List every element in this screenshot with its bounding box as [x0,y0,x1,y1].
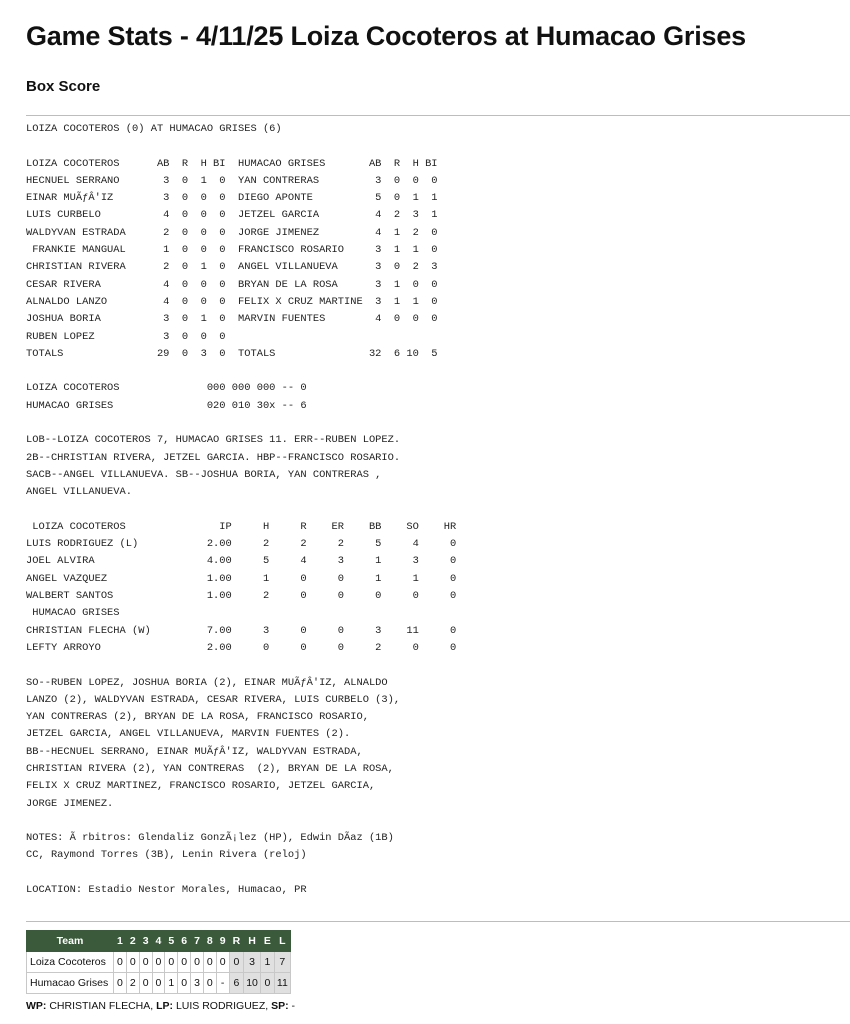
header-team: Team [27,931,114,952]
box-score-heading: Box Score [26,78,101,95]
runs-total: 0 [229,952,244,973]
header-inning-9: 9 [216,931,229,952]
hits-total: 3 [244,952,261,973]
inning-score: 0 [139,973,152,994]
inning-score: 0 [126,952,139,973]
linescore-row-home [27,973,291,994]
header-runs: R [229,931,244,952]
inning-score: 0 [203,952,216,973]
inning-score: 0 [139,952,152,973]
header-inning-1: 1 [114,931,127,952]
inning-score: 0 [178,952,191,973]
lob-total: 7 [274,952,290,973]
lob-total: 11 [274,973,290,994]
hits-total: 10 [244,973,261,994]
inning-score: 0 [114,973,127,994]
header-inning-2: 2 [126,931,139,952]
inning-score: 0 [203,973,216,994]
winning-pitcher: CHRISTIAN FLECHA [49,1000,151,1012]
runs-total: 6 [229,973,244,994]
divider-top [26,115,850,116]
header-inning-6: 6 [178,931,191,952]
header-inning-5: 5 [165,931,178,952]
inning-score: 0 [165,952,178,973]
inning-score: 3 [191,973,204,994]
page-title: Game Stats - 4/11/25 Loiza Cocoteros at Humacao Grises [26,21,746,51]
linescore-table [26,930,291,994]
team-name: Humacao Grises [27,973,114,994]
wp-label: WP: [26,1000,47,1012]
header-inning-3: 3 [139,931,152,952]
errors-total: 0 [260,973,274,994]
save-pitcher: - [291,1000,296,1012]
linescore-row-away [27,952,291,973]
header-errors: E [260,931,274,952]
header-inning-8: 8 [203,931,216,952]
header-inning-7: 7 [191,931,204,952]
errors-total: 1 [260,952,274,973]
header-inning-4: 4 [152,931,165,952]
sp-label: SP: [271,1000,289,1012]
header-lob: L [274,931,290,952]
inning-score: - [216,973,229,994]
inning-score: 0 [216,952,229,973]
divider-bottom [26,921,850,922]
team-name: Loiza Cocoteros [27,952,114,973]
lp-label: LP: [156,1000,174,1012]
inning-score: 0 [152,973,165,994]
inning-score: 0 [178,973,191,994]
inning-score: 0 [114,952,127,973]
inning-score: 2 [126,973,139,994]
inning-score: 0 [152,952,165,973]
losing-pitcher: LUIS RODRIGUEZ [175,1000,266,1012]
linescore-header-row [27,931,291,952]
inning-score: 0 [191,952,204,973]
pitcher-decisions: WP: CHRISTIAN FLECHA, LP: LUIS RODRIGUEZ, SP: - [26,1000,296,1012]
inning-score: 1 [165,973,178,994]
header-hits: H [244,931,261,952]
box-score-text: LOIZA COCOTEROS (0) AT HUMACAO GRISES (6) LOIZA COCOTEROS AB R H BI HUMACAO GRISES AB R H BI HECNUEL SERRANO 3 0 1 0 YAN CONTRERAS 3 0 0 0 EINAR MUÃƒÂ'IZ 3 0 0 0 DIEGO APONTE 5 0 1 1 LUIS CURBELO 4 0 0 0 JETZEL GARCIA 4 2 3 1 WALDYVAN ESTRADA 2 0 0 0 JORGE JIMENEZ 4 1 2 0 FRANKIE MANGUAL 1 0 0 0 FRANCISCO ROSARIO 3 1 1 0 CHRISTIAN RIVERA 2 0 1 0 ANGEL VILLANUEVA 3 0 2 3 CESAR RIVERA 4 0 0 0 BRYAN DE LA ROSA 3 1 0 0 ALNALDO LANZO 4 0 0 0 FELIX X CRUZ MARTINE 3 1 1 0 JOSHUA BORIA 3 0 1 0 MARVIN FUENTES 4 0 0 0 RUBEN LOPEZ 3 0 0 0 TOTALS 29 0 3 0 TOTALS 32 6 10 5 LOIZA COCOTEROS 000 000 000 -- 0 HUMACAO GRISES 020 010 30x -- 6 LOB--LOIZA COCOTEROS 7, HUMACAO GRISES 11. ERR--RUBEN LOPEZ. 2B--CHRISTIAN RIVERA, JETZEL GARCIA. HBP--FRANCISCO ROSARIO. SACB--ANGEL VILLANUEVA. SB--JOSHUA BORIA, YAN CONTRERAS , ANGEL VILLANUEVA. LOIZA COCOTEROS IP H R ER BB SO HR LUIS RODRIGUEZ (L) 2.00 2 2 2 5 4 0 JOEL ALVIRA 4.00 5 4 3 1 3 0 ANGEL VAZQUEZ 1.00 1 0 0 1 1 0 WALBERT SANTOS 1.00 2 0 0 0 0 0 HUMACAO GRISES CHRISTIAN FLECHA (W) 7.00 3 0 0 3 11 0 LEFTY ARROYO 2.00 0 0 0 2 0 0 SO--RUBEN LOPEZ, JOSHUA BORIA (2), EINAR MUÃƒÂ'IZ, ALNALDO LANZO (2), WALDYVAN ESTRADA, CESAR RIVERA, LUIS CURBELO (3), YAN CONTRERAS (2), BRYAN DE LA ROSA, FRANCISCO ROSARIO, JETZEL GARCIA, ANGEL VILLANUEVA, MARVIN FUENTES (2). BB--HECNUEL SERRANO, EINAR MUÃƒÂ'IZ, WALDYVAN ESTRADA, CHRISTIAN RIVERA (2), YAN CONTRERAS (2), BRYAN DE LA ROSA, FELIX X CRUZ MARTINEZ, FRANCISCO ROSARIO, JETZEL GARCIA, JORGE JIMENEZ. NOTES: Ã rbitros: Glendaliz GonzÃ¡lez (HP), Edwin DÃaz (1B) CC, Raymond Torres (3B), Lenin Rivera (reloj) LOCATION: Estadio Nestor Morales, Humacao, PR [26,123,457,897]
